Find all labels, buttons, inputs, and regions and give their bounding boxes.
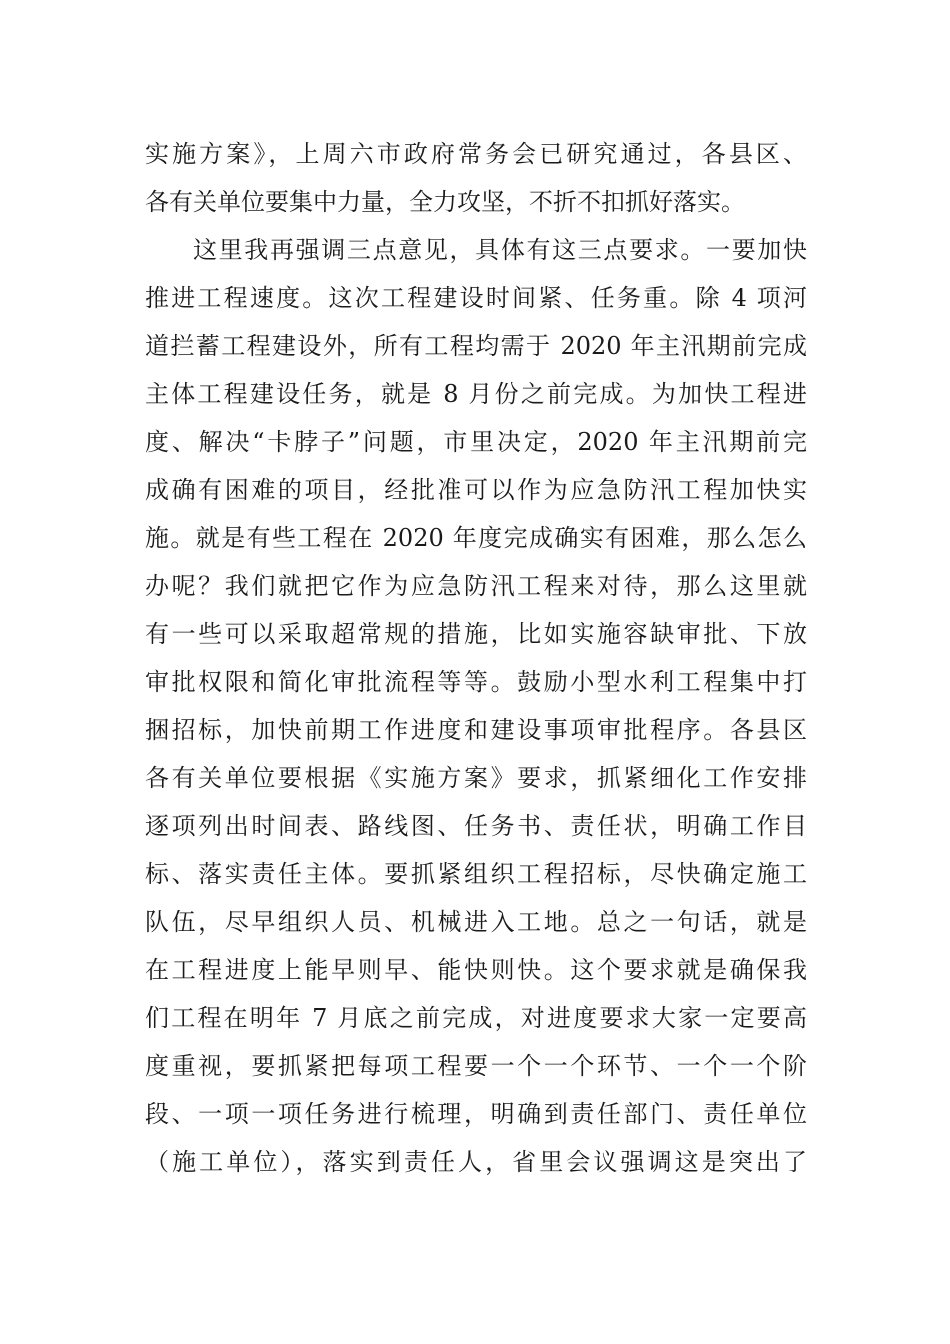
text-line-14: 各有关单位要根据《实施方案》要求，抓紧细化工作安排 (145, 764, 807, 792)
text-line-17: 队伍，尽早组织人员、机械进入工地。总之一句话，就是 (145, 908, 807, 936)
text-line-13: 捆招标，加快前期工作进度和建设事项审批程序。各县区 (145, 716, 807, 744)
text-line-16: 标、落实责任主体。要抓紧组织工程招标，尽快确定施工 (145, 860, 807, 888)
text-line-22: （施工单位），落实到责任人，省里会议强调这是突出了 (145, 1148, 807, 1176)
text-line-5: 道拦蓄工程建设外，所有工程均需于 2020 年主汛期前完成 (145, 332, 807, 360)
text-line-21: 段、一项一项任务进行梳理，明确到责任部门、责任单位 (145, 1100, 807, 1128)
text-line-3: 这里我再强调三点意见，具体有这三点要求。一要加快 (193, 236, 807, 264)
text-line-15: 逐项列出时间表、路线图、任务书、责任状，明确工作目 (145, 812, 807, 840)
text-line-2: 各有关单位要集中力量，全力攻坚，不折不扣抓好落实。 (145, 188, 745, 216)
text-line-9: 施。就是有些工程在 2020 年度完成确实有困难，那么怎么 (145, 524, 807, 552)
text-line-12: 审批权限和简化审批流程等等。鼓励小型水利工程集中打 (145, 668, 807, 696)
text-line-11: 有一些可以采取超常规的措施，比如实施容缺审批、下放 (145, 620, 807, 648)
text-line-19: 们工程在明年 7 月底之前完成，对进度要求大家一定要高 (145, 1004, 807, 1032)
text-line-8: 成确有困难的项目，经批准可以作为应急防汛工程加快实 (145, 476, 807, 504)
text-line-18: 在工程进度上能早则早、能快则快。这个要求就是确保我 (145, 956, 807, 984)
text-line-1: 实施方案》，上周六市政府常务会已研究通过，各县区、 (145, 140, 807, 168)
text-line-6: 主体工程建设任务，就是 8 月份之前完成。为加快工程进 (145, 380, 807, 408)
text-line-4: 推进工程速度。这次工程建设时间紧、任务重。除 4 项河 (145, 284, 807, 312)
text-line-10: 办呢？我们就把它作为应急防汛工程来对待，那么这里就 (145, 572, 807, 600)
text-line-7: 度、解决“卡脖子”问题，市里决定，2020 年主汛期前完 (145, 428, 807, 456)
text-line-20: 度重视，要抓紧把每项工程要一个一个环节、一个一个阶 (145, 1052, 807, 1080)
